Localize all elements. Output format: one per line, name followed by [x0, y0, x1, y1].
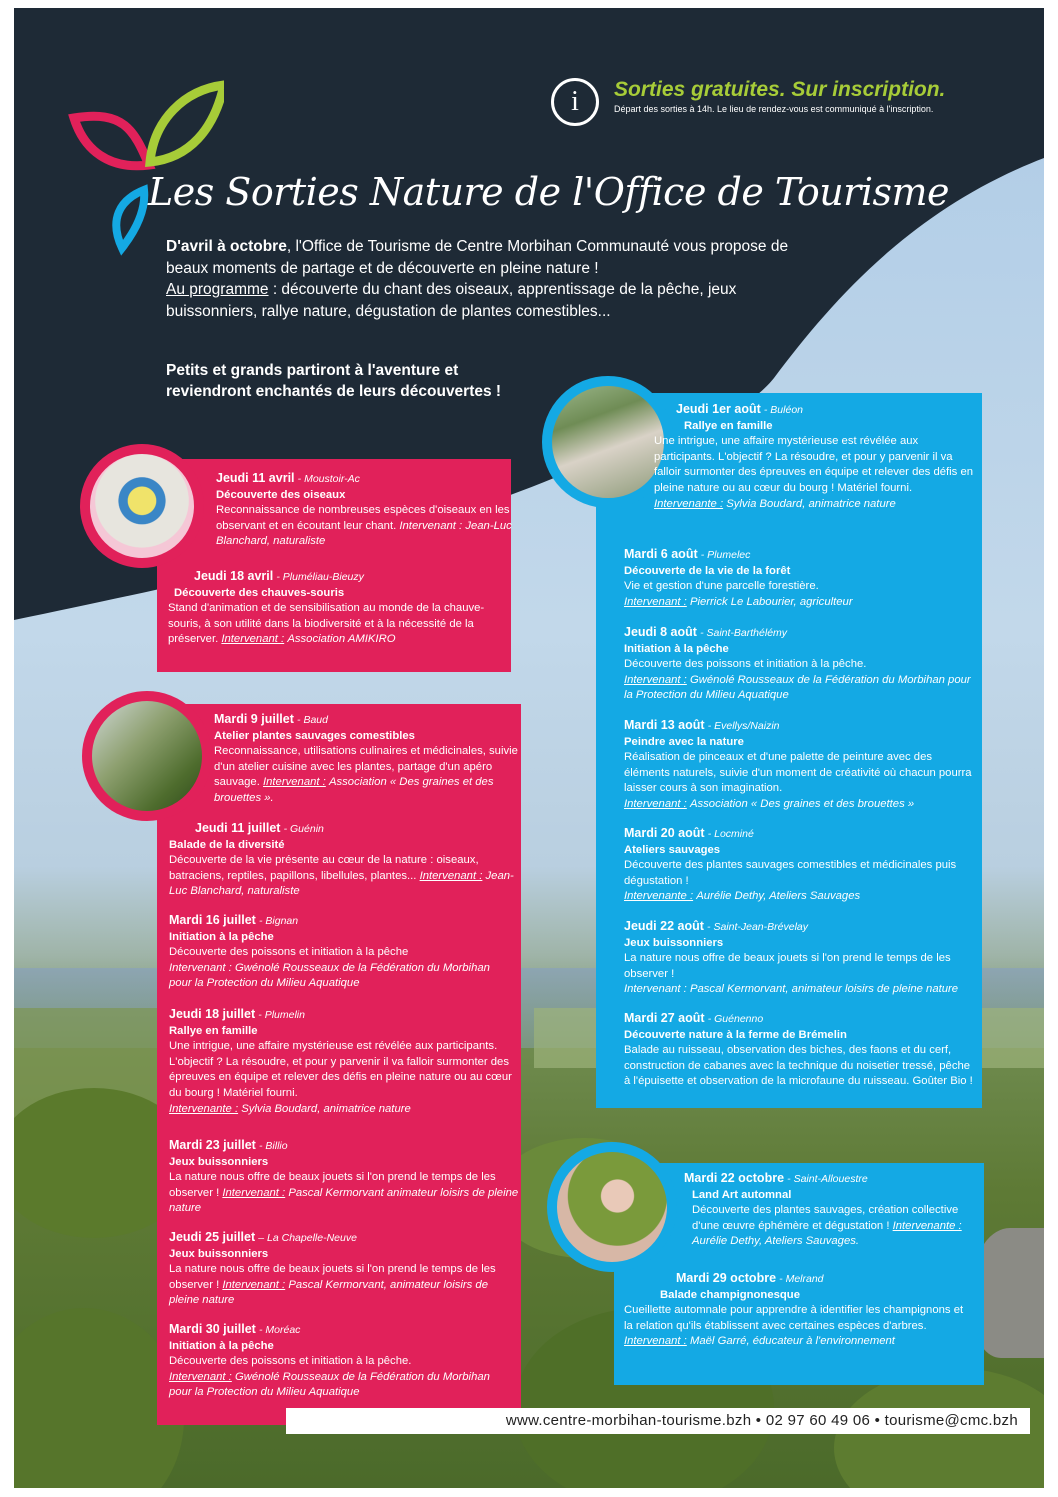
event-date: Jeudi 11 avril — [216, 471, 295, 485]
event-title: Initiation à la pêche — [624, 642, 729, 655]
event-date: Mardi 22 octobre — [684, 1171, 785, 1185]
event-date: Jeudi 8 août — [624, 625, 697, 639]
event-date: Jeudi 11 juillet — [195, 821, 281, 835]
event-date: Jeudi 18 avril — [194, 569, 274, 583]
event-title: Jeux buissonniers — [169, 1247, 269, 1260]
event-host: Association « Des graines et des brouettes » — [689, 797, 915, 810]
event-description: Réalisation de pinceaux et d'une palette de peinture avec des éléments naturels, suivie d'un moment de créativité où chacun pourra laisser cours à son imagination. — [624, 751, 972, 795]
event-place: - Pluméliau-Bieuzy — [276, 571, 364, 583]
event-item — [169, 1007, 519, 1117]
event-host: Association AMIKIRO — [287, 633, 396, 646]
event-item — [624, 1011, 974, 1090]
intro-text — [166, 236, 806, 322]
info-icon: i — [551, 78, 599, 126]
event-description: Balade au ruisseau, observation des biches, des faons et du cerf, construction de cabanes avec la technique du noisetier tressé, pêche à l'épuisette et observation de la microfaune du ruisseau. Goûter Bio ! — [624, 1044, 973, 1088]
event-place: - Saint-Allouestre — [787, 1173, 868, 1185]
event-item — [168, 569, 508, 648]
event-title: Rallye en famille — [684, 419, 773, 432]
event-item — [624, 718, 979, 813]
closing-line: Petits et grands partiront à l'aventure et — [166, 362, 459, 379]
event-date: Mardi 23 juillet — [169, 1138, 256, 1152]
event-item — [169, 1322, 514, 1401]
event-date: Mardi 13 août — [624, 718, 705, 732]
event-description: Reconnaissance, utilisations culinaires et médicinales, suivie d'un atelier cuisine avec les plantes, partage d'un apéro sauvage. — [214, 745, 518, 789]
event-title: Découverte des oiseaux — [216, 488, 346, 501]
event-place: - Guénenno — [707, 1013, 764, 1025]
event-description: Reconnaissance de nombreuses espèces d'oiseaux en les observant et en écoutant leur chant. — [216, 504, 510, 532]
event-host: Pascal Kermorvant, animateur loisirs de pleine nature — [169, 1278, 488, 1307]
event-host: Gwénolé Rousseaux de la Fédération du Morbihan pour la Protection du Milieu Aquatique — [169, 1370, 490, 1399]
event-item — [624, 625, 974, 704]
event-place: - Billio — [258, 1140, 288, 1152]
event-description: Cueillette automnale pour apprendre à identifier les champignons et la relation qu'ils établissent avec certaines espèces d'arbres. — [624, 1304, 964, 1332]
event-item — [684, 1171, 976, 1250]
program-text: : découverte du chant des oiseaux, apprentissage de la pêche, jeux buissonniers, rallye nature, dégustation de plantes comestibles... — [166, 281, 737, 320]
event-label: Intervenant : — [399, 519, 463, 532]
event-title: Découverte des chauves-souris — [174, 586, 345, 599]
event-host: Aurélie Dethy, Ateliers Sauvages. — [692, 1235, 860, 1248]
event-label: Intervenant : — [222, 1278, 286, 1291]
event-label: Intervenante : — [654, 497, 724, 510]
event-item — [214, 712, 519, 807]
intro-closing — [166, 360, 501, 402]
event-item — [169, 1138, 519, 1217]
event-item — [169, 913, 514, 992]
event-title: Jeux buissonniers — [624, 936, 724, 949]
event-place: - Evellys/Naizin — [707, 720, 780, 732]
event-description: Vie et gestion d'une parcelle forestière. — [624, 580, 819, 593]
event-description: La nature nous offre de beaux jouets si l'on prend le temps de les observer ! — [169, 1263, 496, 1291]
event-title: Découverte de la vie de la forêt — [624, 564, 791, 577]
event-date: Mardi 29 octobre — [676, 1271, 777, 1285]
event-date: Mardi 30 juillet — [169, 1322, 256, 1336]
program-label: Au programme — [166, 281, 269, 298]
event-place: - Melrand — [779, 1273, 824, 1285]
event-place: - Guénin — [283, 823, 324, 835]
event-title: Balade de la diversité — [169, 838, 285, 851]
event-description: Découverte des poissons et initiation à la pêche. — [624, 658, 867, 671]
closing-line: reviendront enchantés de leurs découvertes ! — [166, 383, 502, 400]
event-item — [624, 826, 974, 905]
event-label: Intervenant : — [263, 776, 326, 789]
rock — [974, 1228, 1044, 1358]
event-title: Balade champignonesque — [660, 1288, 800, 1301]
event-description: Découverte des plantes sauvages, création collective d'une œuvre éphémère et dégustation ! — [692, 1204, 959, 1232]
event-date: Mardi 27 août — [624, 1011, 705, 1025]
event-title: Rallye en famille — [169, 1024, 258, 1037]
event-host: Jean-Luc Blanchard, naturaliste — [169, 869, 514, 898]
event-label: Intervenante : — [624, 890, 694, 903]
event-label: Intervenant : — [624, 983, 687, 996]
banner-title: Sorties gratuites. Sur inscription. — [614, 78, 946, 101]
event-host: Jean-Luc Blanchard, naturaliste — [216, 519, 512, 548]
poster — [14, 8, 1044, 1488]
event-title: Peindre avec la nature — [624, 735, 744, 748]
event-host: Pascal Kermorvant animateur loisirs de pleine nature — [169, 1186, 519, 1215]
event-host: Gwénolé Rousseaux de la Fédération du Morbihan pour la Protection du Milieu Aquatique — [624, 673, 971, 702]
event-host: Sylvia Boudard, animatrice nature — [241, 1102, 411, 1115]
event-description: La nature nous offre de beaux jouets si l'on prend le temps de les observer ! — [624, 952, 951, 980]
event-date: Jeudi 22 août — [624, 919, 704, 933]
event-title: Atelier plantes sauvages comestibles — [214, 729, 415, 742]
event-label: Intervenant : — [169, 1370, 232, 1383]
event-title: Jeux buissonniers — [169, 1155, 269, 1168]
event-date: Mardi 16 juillet — [169, 913, 256, 927]
intro-lead: D'avril à octobre — [166, 238, 287, 255]
event-host: Pierrick Le Labourier, agriculteur — [689, 595, 853, 608]
event-place: - Saint-Barthélémy — [700, 627, 788, 639]
land-art-photo — [547, 1142, 677, 1272]
event-host: Gwénolé Rousseaux de la Fédération du Morbihan pour la Protection du Milieu Aquatique — [169, 961, 490, 990]
event-label: Intervenante : — [169, 1102, 239, 1115]
tourism-logo — [64, 70, 224, 260]
page-title: Les Sorties Nature de l'Office de Tourisme — [148, 170, 950, 214]
event-date: Jeudi 1er août — [676, 402, 761, 416]
event-description: Découverte de la vie présente au cœur de la nature : oiseaux, batraciens, reptiles, papillons, libellules, plantes... — [169, 854, 479, 882]
event-description: Une intrigue, une affaire mystérieuse est révélée aux participants. L'objectif ? La résoudre, et pour y parvenir il va falloir surmonter des épreuves en équipe et relever des défis en pleine nature ou au cœur du bourg ! Matériel fourni. — [169, 1040, 512, 1099]
event-title: Ateliers sauvages — [624, 843, 721, 856]
event-description: Une intrigue, une affaire mystérieuse est révélée aux participants. L'objectif ? La résoudre, et pour y parvenir il va falloir surmonter des épreuves en équipe et relever des défis en pleine nature ou au cœur du bourg ! Matériel fourni. — [654, 435, 974, 494]
event-title: Initiation à la pêche — [169, 930, 274, 943]
event-label: Intervenant : — [222, 1186, 286, 1199]
contact-footer: www.centre-morbihan-tourisme.bzh • 02 97 60 49 06 • tourisme@cmc.bzh — [286, 1408, 1030, 1434]
event-place: - Baud — [297, 714, 328, 726]
event-item — [624, 547, 974, 610]
bird-photo — [80, 444, 204, 568]
event-date: Mardi 9 juillet — [214, 712, 294, 726]
event-description: Découverte des poissons et initiation à la pêche. — [169, 1355, 412, 1368]
event-item — [654, 402, 976, 512]
event-place: – La Chapelle-Neuve — [258, 1232, 357, 1244]
intro-lead-rest: , l'Office de Tourisme de Centre Morbihan Communauté vous propose de beaux moments de partage et de découverte en pleine nature ! — [166, 238, 789, 277]
event-date: Mardi 20 août — [624, 826, 705, 840]
event-label: Intervenant : — [419, 869, 483, 882]
event-label: Intervenant : — [624, 595, 687, 608]
event-date: Jeudi 25 juillet — [169, 1230, 256, 1244]
event-label: Intervenante : — [892, 1219, 962, 1232]
event-item — [169, 1230, 519, 1309]
event-label: Intervenant : — [624, 1335, 687, 1348]
plants-photo — [82, 691, 212, 821]
event-description: La nature nous offre de beaux jouets si l'on prend le temps de les observer ! — [169, 1171, 496, 1199]
event-host: Association « Des graines et des brouettes ». — [214, 776, 494, 804]
event-title: Land Art automnal — [692, 1188, 792, 1201]
event-description: Découverte des poissons et initiation à la pêche — [169, 946, 409, 959]
event-host: Aurélie Dethy, Ateliers Sauvages — [696, 890, 861, 903]
event-place: - Buléon — [763, 404, 803, 416]
event-item — [216, 471, 516, 550]
event-place: - Plumelec — [700, 549, 751, 561]
event-host: Maël Garré, éducateur à l'environnement — [689, 1335, 895, 1348]
event-label: Intervenant : — [221, 633, 285, 646]
event-label: Intervenant : — [624, 797, 687, 810]
event-place: - Saint-Jean-Brévelay — [707, 921, 808, 933]
event-date: Jeudi 18 juillet — [169, 1007, 256, 1021]
event-item — [169, 821, 514, 900]
event-place: - Bignan — [258, 915, 299, 927]
event-label: Intervenant : — [169, 961, 232, 974]
event-item — [624, 919, 979, 998]
event-place: - Moustoir-Ac — [297, 473, 360, 485]
event-title: Initiation à la pêche — [169, 1339, 274, 1352]
event-place: - Plumelin — [258, 1009, 305, 1021]
event-description: Stand d'animation et de sensibilisation au monde de la chauve-souris, à son utilité dans la biodiversité et à la nécessité de la préserver. — [168, 602, 485, 646]
event-host: Sylvia Boudard, animatrice nature — [726, 497, 896, 510]
event-host: Pascal Kermorvant, animateur loisirs de pleine nature — [689, 983, 959, 996]
event-title: Découverte nature à la ferme de Brémelin — [624, 1028, 847, 1041]
event-item — [624, 1271, 969, 1350]
event-place: - Moréac — [258, 1324, 301, 1336]
banner-subtitle: Départ des sorties à 14h. Le lieu de rendez-vous est communiqué à l'inscription. — [614, 104, 934, 114]
event-date: Mardi 6 août — [624, 547, 698, 561]
event-description: Découverte des plantes sauvages comestibles et médicinales puis dégustation ! — [624, 859, 957, 887]
event-place: - Locminé — [707, 828, 754, 840]
event-label: Intervenant : — [624, 673, 687, 686]
